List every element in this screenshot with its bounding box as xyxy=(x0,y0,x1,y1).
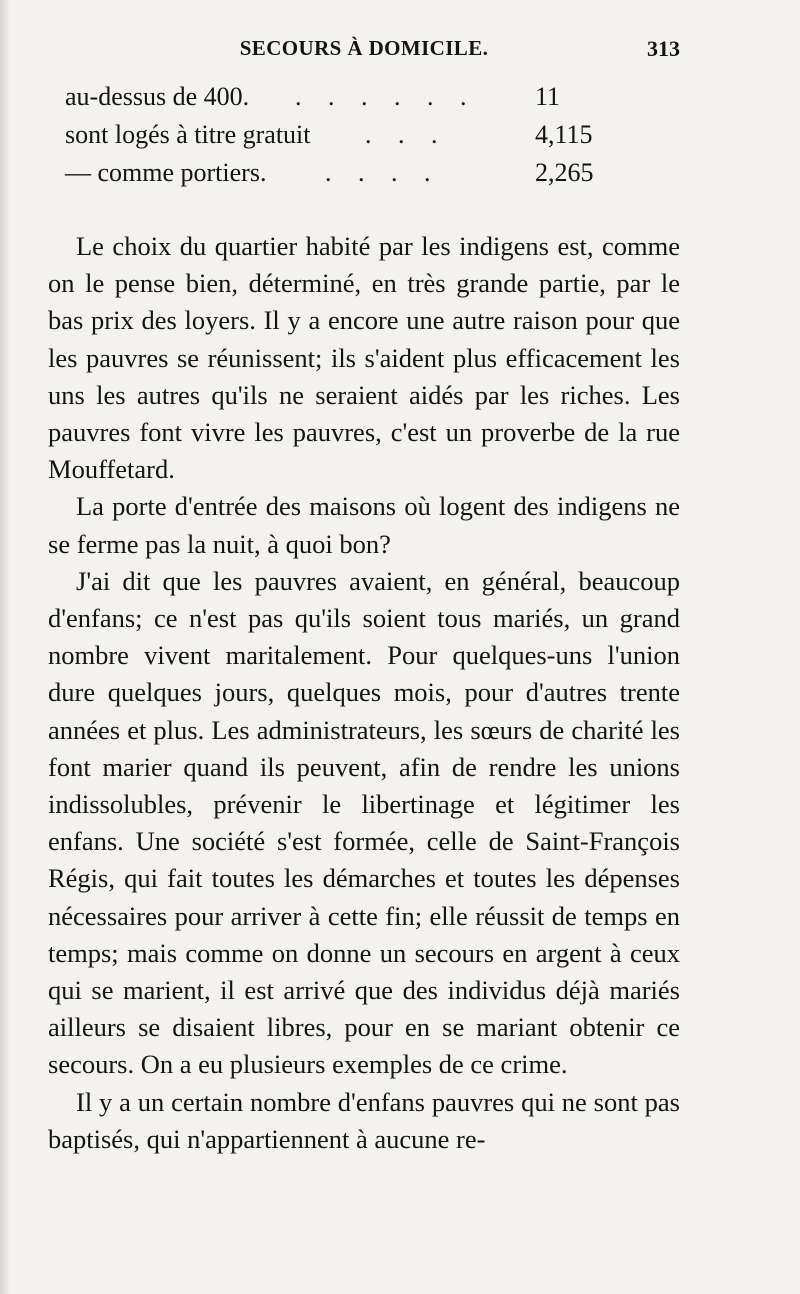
paragraph: Il y a un certain nombre d'enfans pauvres qui ne sont pas baptisés, qui n'appartiennent à aucune re- xyxy=(48,1086,680,1154)
stat-label: sont logés à titre gratuit xyxy=(65,120,311,149)
stat-row xyxy=(65,154,625,192)
paragraph: J'ai dit que les pauvres avaient, en général, beaucoup d'enfans; ce n'est pas qu'ils soient tous mariés, un grand nombre vivent maritalement. Pour quelques-uns l'union dure quelques jours, quelques mois, pour d'autres trente années et plus. Les administrateurs, les sœurs de charité les font marier quand ils peuvent, afin de rendre les unions indissolubles, prévenir le libertinage et légitimer les enfans. Une société s'est formée, celle de Saint-François Régis, qui fait toutes les démarches et toutes les dépenses nécessaires pour arriver à cette fin; elle réussit de temps en temps; mais comme on donne un secours en argent à ceux qui se marient, il est arrivé que des individus déjà mariés ailleurs se disaient libres, pour en se mariant obtenir ce secours. On a eu plusieurs exemples de ce crime. xyxy=(48,565,680,1080)
stat-value: 2,265 xyxy=(535,158,594,187)
running-title: SECOURS À DOMICILE. xyxy=(239,36,489,60)
stat-value: 4,115 xyxy=(535,120,593,149)
stat-value: 11 xyxy=(535,82,561,111)
stat-row xyxy=(65,116,625,154)
paragraph: La porte d'entrée des maisons où logent des indigens ne se ferme pas la nuit, à quoi bon? xyxy=(48,491,680,559)
statistics-list xyxy=(65,78,625,192)
paragraph: Le choix du quartier habité par les indigens est, comme on le pense bien, déterminé, en très grande partie, par le bas prix des loyers. Il y a encore une autre raison pour que les pauvres se réunissent; ils s'aident plus efficacement les uns les autres qu'ils ne seraient aidés par les riches. Les pauvres font vivre les pauvres, c'est un proverbe de la rue Mouffetard. xyxy=(48,231,680,485)
dot-leader: . . . xyxy=(365,120,448,149)
dot-leader: . . . . . . xyxy=(295,82,477,111)
stat-label: — comme portiers. xyxy=(65,158,267,187)
body-text xyxy=(48,228,680,1158)
stat-row xyxy=(65,78,625,116)
running-head xyxy=(48,36,680,68)
page-number: 313 xyxy=(647,36,680,61)
dot-leader: . . . . xyxy=(325,158,441,187)
stat-label: au-dessus de 400. xyxy=(65,82,250,111)
